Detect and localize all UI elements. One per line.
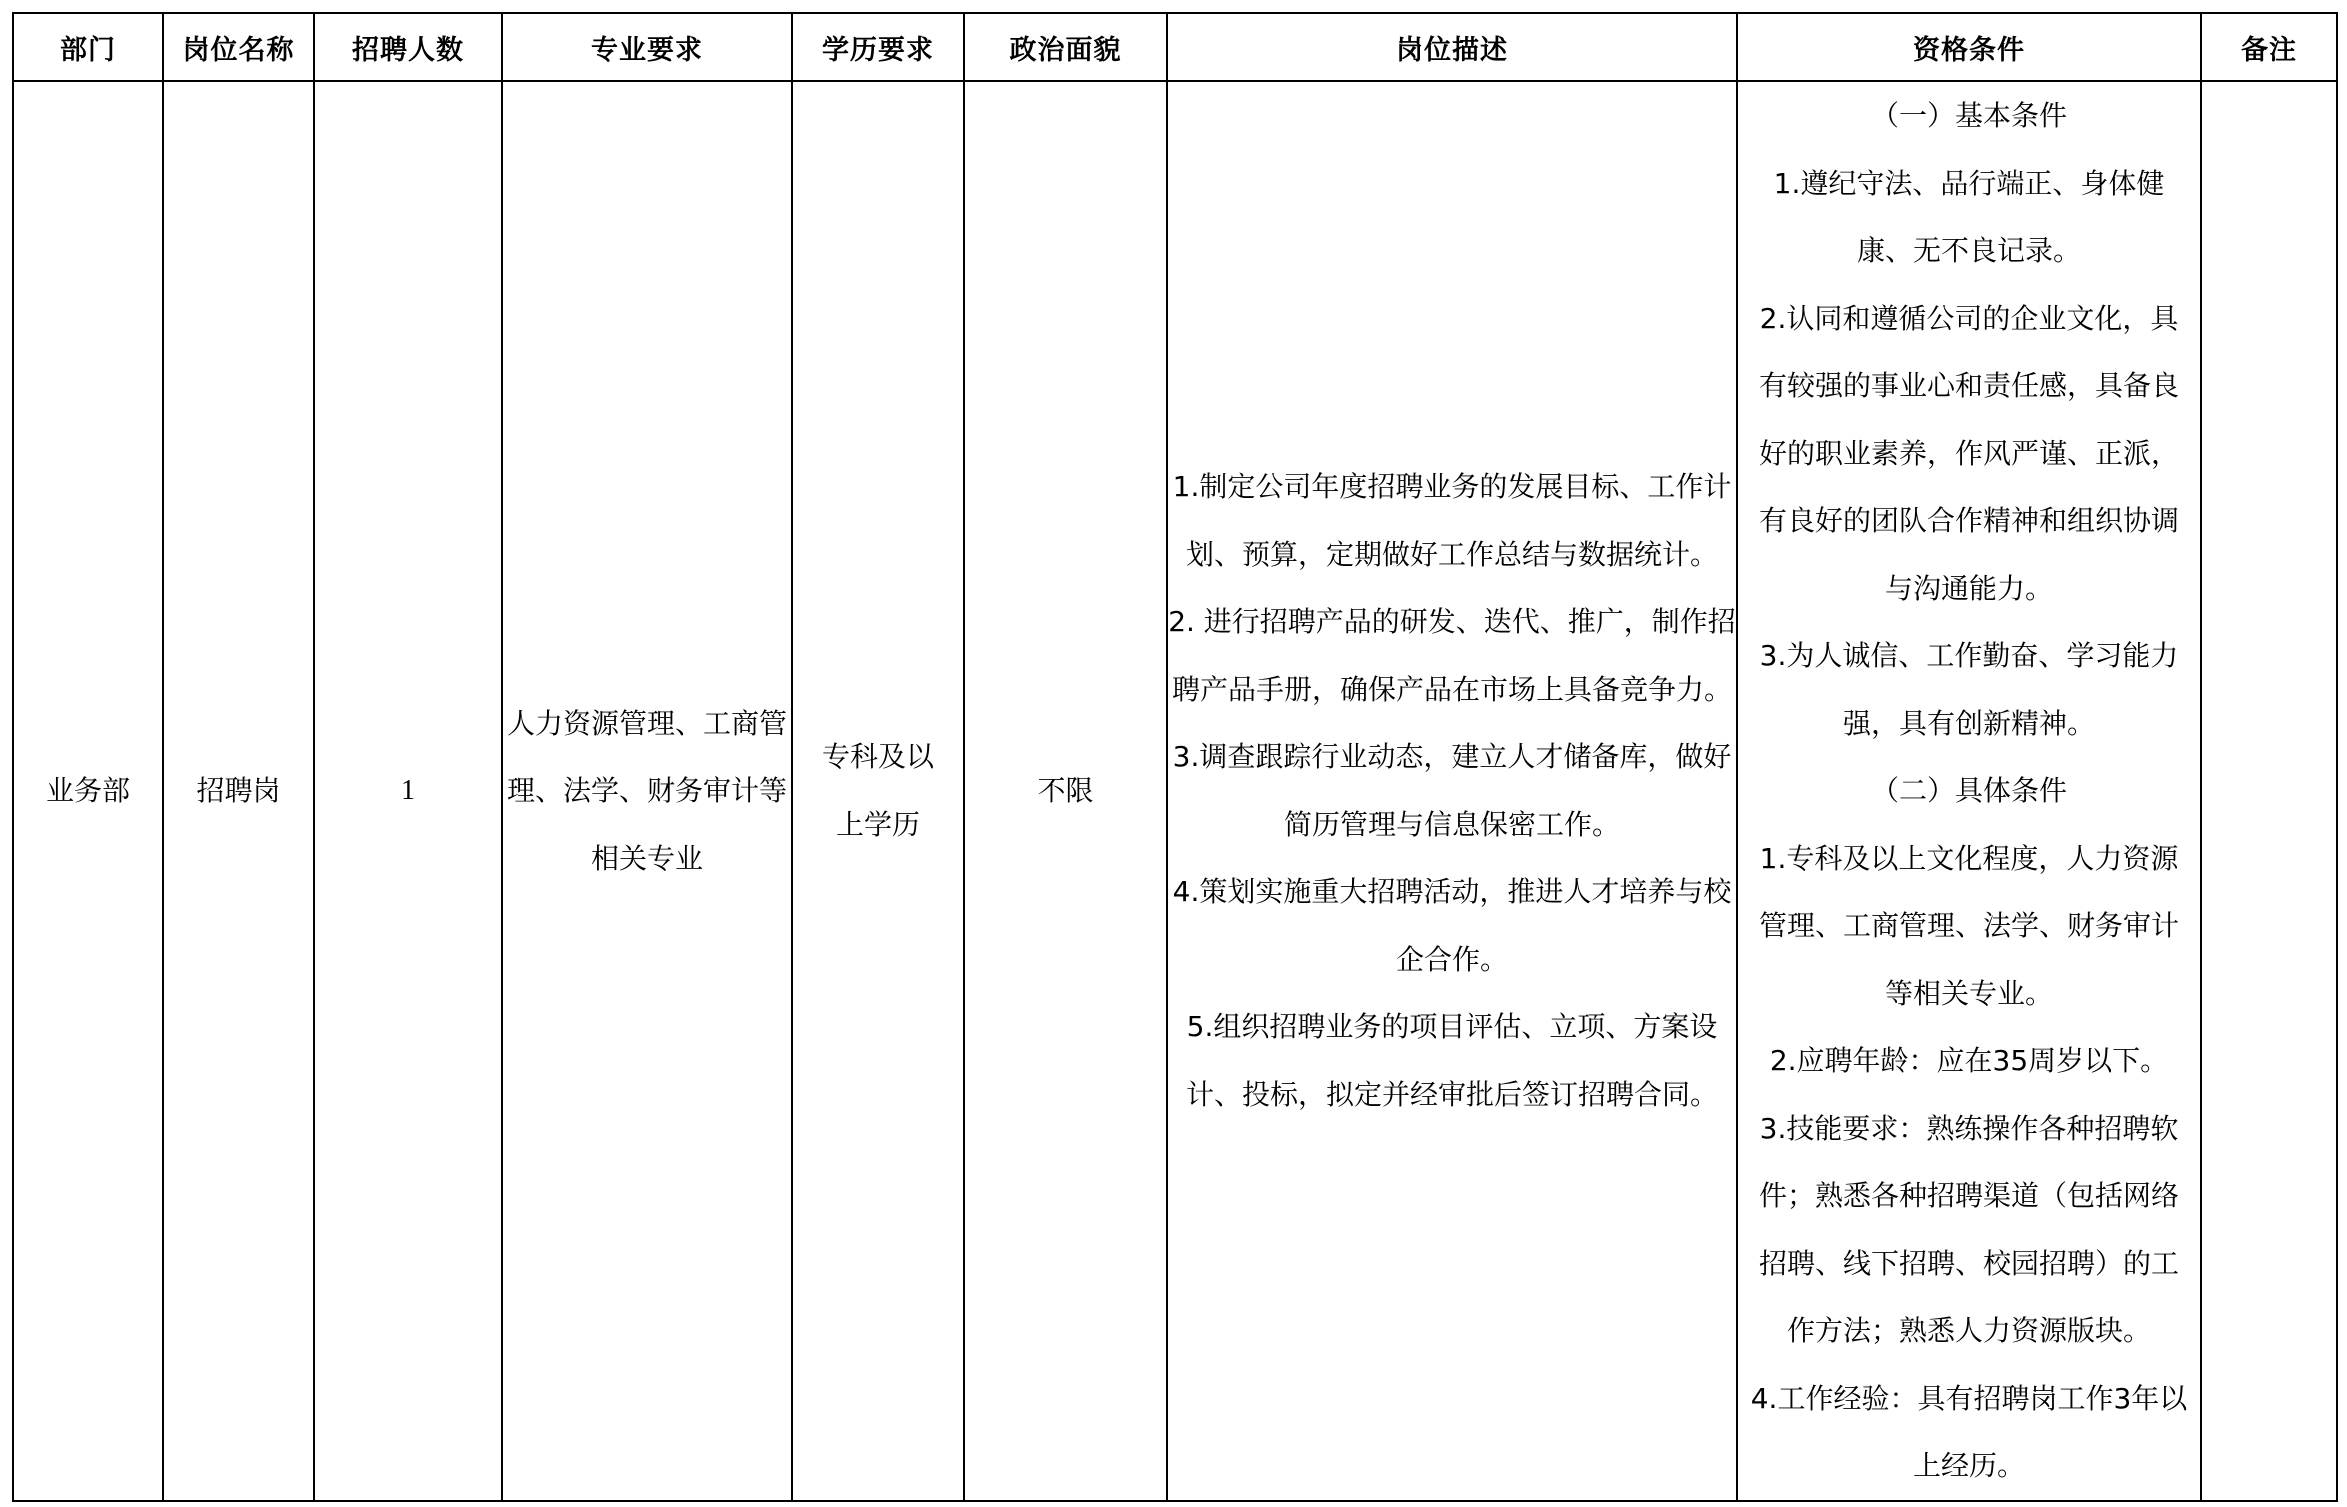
qualification-item: 3.为人诚信、工作勤奋、学习能力强，具有创新精神。 bbox=[1759, 639, 2179, 740]
header-headcount: 招聘人数 bbox=[314, 13, 502, 81]
qualification-item: 1.专科及以上文化程度，人力资源管理、工商管理、法学、财务审计等相关专业。 bbox=[1758, 841, 2179, 1010]
header-major: 专业要求 bbox=[502, 13, 792, 81]
job-table bbox=[12, 12, 2338, 1502]
table-row bbox=[13, 81, 2337, 1501]
header-position: 岗位名称 bbox=[163, 13, 314, 81]
header-row bbox=[13, 13, 2337, 81]
qualification-item: 2.应聘年龄：应在35周岁以下。 bbox=[1769, 1044, 2169, 1077]
description-item: 4.策划实施重大招聘活动，推进人才培养与校企合作。 bbox=[1172, 875, 1732, 976]
header-description: 岗位描述 bbox=[1167, 13, 1737, 81]
cell-description bbox=[1167, 81, 1737, 1501]
header-education: 学历要求 bbox=[792, 13, 964, 81]
qualification-item: 2.认同和遵循公司的企业文化，具有较强的事业心和责任感，具备良好的职业素养，作风严谨、正派，有良好的团队合作精神和组织协调与沟通能力。 bbox=[1758, 301, 2179, 605]
qualification-item: 4.工作经验：具有招聘岗工作3年以上经历。 bbox=[1750, 1381, 2188, 1482]
cell-position: 招聘岗 bbox=[163, 81, 314, 1501]
header-political-status: 政治面貌 bbox=[964, 13, 1167, 81]
qualification-heading: （一）基本条件 bbox=[1870, 99, 2067, 132]
qualification-heading: （二）具体条件 bbox=[1870, 774, 2067, 807]
cell-remarks bbox=[2201, 81, 2337, 1501]
header-remarks: 备注 bbox=[2201, 13, 2337, 81]
header-department: 部门 bbox=[13, 13, 163, 81]
cell-political-status: 不限 bbox=[964, 81, 1167, 1501]
cell-major: 人力资源管理、工商管理、法学、财务审计等相关专业 bbox=[502, 81, 792, 1501]
description-item: 1.制定公司年度招聘业务的发展目标、工作计划、预算，定期做好工作总结与数据统计。 bbox=[1172, 470, 1732, 571]
qualification-item: 3.技能要求：熟练操作各种招聘软件；熟悉各种招聘渠道（包括网络招聘、线下招聘、校园招聘）的工作方法；熟悉人力资源版块。 bbox=[1758, 1111, 2179, 1347]
header-qualifications: 资格条件 bbox=[1737, 13, 2201, 81]
qualification-item: 1.遵纪守法、品行端正、身体健康、无不良记录。 bbox=[1773, 166, 2165, 267]
description-item: 3.调查跟踪行业动态，建立人才储备库，做好简历管理与信息保密工作。 bbox=[1172, 740, 1732, 841]
cell-department: 业务部 bbox=[13, 81, 163, 1501]
description-item: 2. 进行招聘产品的研发、迭代、推广，制作招聘产品手册，确保产品在市场上具备竞争力。 bbox=[1168, 605, 1736, 706]
cell-headcount: 1 bbox=[314, 81, 502, 1501]
cell-education: 专科及以上学历 bbox=[792, 81, 964, 1501]
description-item: 5.组织招聘业务的项目评估、立项、方案设计、投标，拟定并经审批后签订招聘合同。 bbox=[1185, 1010, 1718, 1111]
cell-qualifications bbox=[1737, 81, 2201, 1501]
